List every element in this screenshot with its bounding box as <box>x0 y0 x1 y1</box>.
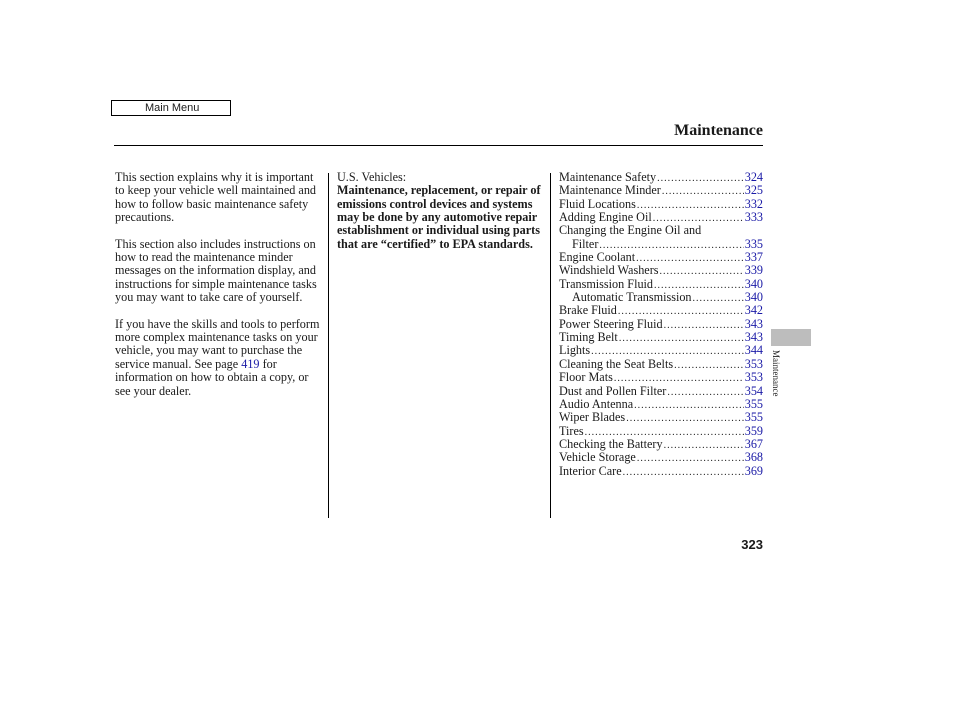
toc-item-title: Floor Mats <box>559 371 613 385</box>
section-tab[interactable] <box>771 329 811 346</box>
toc-leader <box>623 466 744 478</box>
toc-item-title: Wiper Blades <box>559 411 626 425</box>
toc-item-page[interactable]: 342 <box>744 304 763 318</box>
main-menu-button[interactable]: Main Menu <box>111 100 231 116</box>
toc-item-title: Vehicle Storage <box>559 451 636 465</box>
toc-item-page[interactable]: 353 <box>744 371 763 385</box>
toc-item-page[interactable]: 359 <box>744 424 763 438</box>
column-divider <box>328 173 329 518</box>
toc-leader <box>664 319 744 331</box>
toc-item-title: Dust and Pollen Filter <box>559 384 667 398</box>
notice-label: U.S. Vehicles: <box>337 170 407 184</box>
page-number: 323 <box>741 537 763 552</box>
toc-item-page[interactable]: 367 <box>744 437 763 451</box>
toc-item[interactable] <box>559 238 763 251</box>
toc-item-title: Transmission Fluid <box>559 277 654 291</box>
toc-item-page[interactable]: 324 <box>744 171 763 184</box>
toc-item[interactable] <box>559 385 763 398</box>
toc-item[interactable] <box>559 264 763 277</box>
toc-item-title: Checking the Battery <box>559 437 663 451</box>
toc-item-title: Power Steering Fluid <box>559 317 663 331</box>
toc-item-page[interactable]: 335 <box>744 237 763 251</box>
toc-item[interactable] <box>559 411 763 424</box>
toc-item-title: Windshield Washers <box>559 264 659 278</box>
toc-item[interactable] <box>559 425 763 438</box>
table-of-contents <box>559 171 763 478</box>
toc-item-title: Maintenance Minder <box>559 184 661 198</box>
toc-item[interactable] <box>559 451 763 464</box>
toc-item-page[interactable]: 354 <box>744 384 763 398</box>
toc-item-page[interactable]: 325 <box>744 184 763 198</box>
toc-leader <box>667 386 743 398</box>
page-title: Maintenance <box>674 122 763 139</box>
toc-item-title: Maintenance Safety <box>559 171 657 184</box>
toc-leader <box>636 252 744 264</box>
toc-leader <box>662 185 744 197</box>
header-divider <box>114 145 763 146</box>
toc-item-page[interactable]: 332 <box>744 197 763 211</box>
toc-item-title: Lights <box>559 344 591 358</box>
toc-leader <box>591 345 744 357</box>
toc-item[interactable] <box>559 251 763 264</box>
toc-item[interactable] <box>559 398 763 411</box>
toc-item-title: Fluid Locations <box>559 197 636 211</box>
toc-item-title: Changing the Engine Oil and <box>559 223 702 238</box>
toc-leader <box>660 265 744 277</box>
toc-leader <box>585 426 744 438</box>
toc-leader <box>626 412 744 424</box>
toc-item[interactable] <box>559 318 763 331</box>
toc-item-title: Tires <box>559 424 584 438</box>
toc-leader <box>657 172 744 184</box>
toc-item-page[interactable]: 343 <box>744 317 763 331</box>
toc-item-title: Automatic Transmission <box>572 291 692 305</box>
toc-leader <box>637 199 744 211</box>
toc-item-title: Brake Fluid <box>559 304 617 318</box>
toc-item[interactable] <box>559 371 763 384</box>
intro-paragraph-1: This section explains why it is important to keep your vehicle well maintained and how to follow basic maintenance safety precautions. <box>115 170 317 225</box>
toc-item[interactable] <box>559 344 763 357</box>
section-side-label: Maintenance <box>771 350 781 397</box>
toc-leader <box>634 399 744 411</box>
notice-text: Maintenance, replacement, or repair of emissions control devices and systems may be done by any automotive repair establishment or individual using parts that are “certified” to EPA standards. <box>337 183 541 251</box>
toc-leader <box>619 332 744 344</box>
toc-item-title: Cleaning the Seat Belts <box>559 357 674 371</box>
toc-item-page[interactable]: 369 <box>744 464 763 478</box>
toc-item[interactable] <box>559 171 763 184</box>
toc-item-title: Audio Antenna <box>559 397 634 411</box>
toc-leader <box>693 292 744 304</box>
column-divider <box>550 173 551 518</box>
toc-item-page[interactable]: 355 <box>744 411 763 425</box>
toc-item[interactable] <box>559 438 763 451</box>
toc-item-title: Engine Coolant <box>559 251 636 265</box>
toc-item-title: Interior Care <box>559 464 622 478</box>
toc-item[interactable] <box>559 291 763 304</box>
intro-column <box>115 171 325 411</box>
toc-item[interactable] <box>559 304 763 317</box>
toc-item-page[interactable]: 353 <box>744 357 763 371</box>
intro-text: If you have the skills and tools to perform more complex maintenance tasks on your vehicle, you may want to purchase the service manual. See page <box>115 316 320 371</box>
toc-leader <box>618 305 744 317</box>
toc-leader <box>654 279 744 291</box>
toc-item-page[interactable]: 340 <box>744 277 763 291</box>
toc-leader <box>599 239 743 251</box>
page-link-419[interactable]: 419 <box>241 356 260 371</box>
toc-item-page[interactable]: 339 <box>744 264 763 278</box>
intro-paragraph-2: This section also includes instructions on how to read the maintenance minder messages on the information display, and instructions for simple maintenance tasks you may want to take care of yourself. <box>115 236 317 305</box>
toc-leader <box>614 372 744 384</box>
toc-item[interactable] <box>559 465 763 478</box>
toc-item[interactable] <box>559 198 763 211</box>
toc-item-title: Timing Belt <box>559 331 618 345</box>
toc-leader <box>674 359 744 371</box>
toc-leader <box>664 439 744 451</box>
notice-column <box>337 171 549 251</box>
intro-text: for information on how to obtain a copy, or see your dealer. <box>115 356 309 398</box>
toc-item-title: Filter <box>572 237 599 251</box>
intro-paragraph-3 <box>115 318 325 398</box>
toc-item[interactable] <box>559 331 763 344</box>
toc-leader <box>637 452 744 464</box>
toc-item[interactable] <box>559 358 763 371</box>
toc-item-page[interactable]: 343 <box>744 331 763 345</box>
toc-item-page[interactable]: 355 <box>744 397 763 411</box>
toc-item-page[interactable]: 340 <box>744 291 763 305</box>
toc-item-page[interactable]: 333 <box>744 211 763 225</box>
toc-item[interactable] <box>559 184 763 197</box>
toc-item[interactable] <box>559 278 763 291</box>
toc-item-page[interactable]: 337 <box>744 251 763 265</box>
toc-item[interactable] <box>559 211 763 224</box>
toc-item-title: Adding Engine Oil <box>559 211 652 225</box>
toc-item-page[interactable]: 344 <box>744 344 763 358</box>
toc-item-page[interactable]: 368 <box>744 451 763 465</box>
